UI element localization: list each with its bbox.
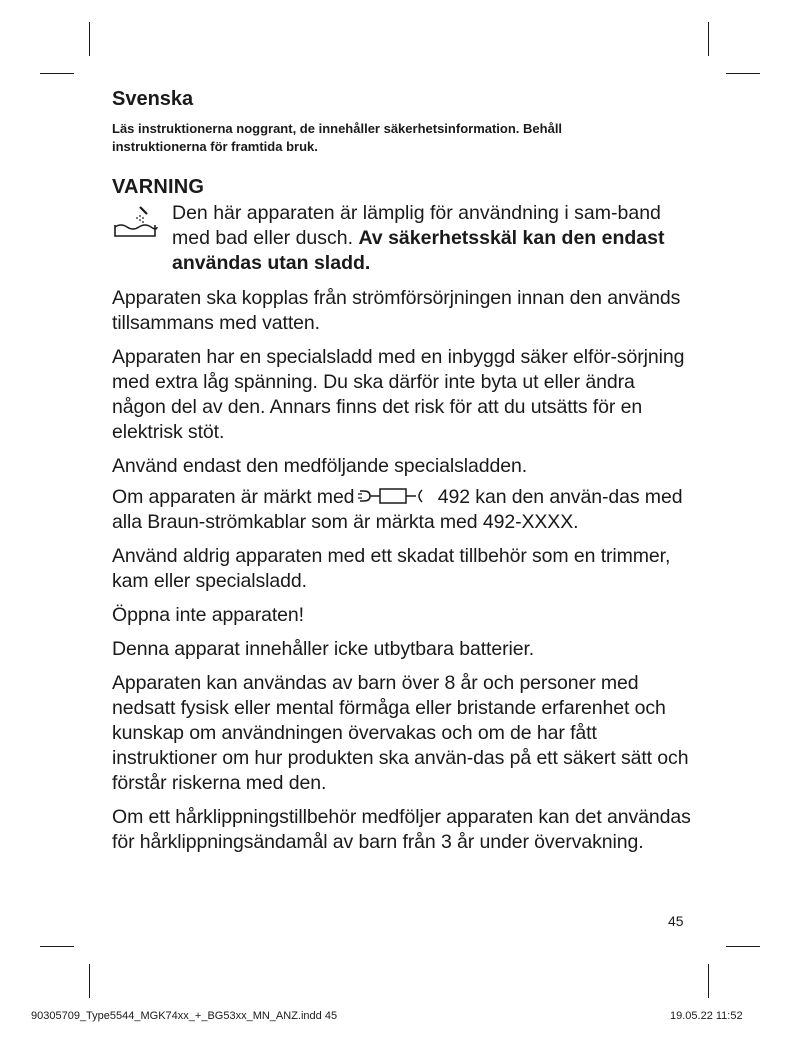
crop-mark	[89, 22, 90, 56]
marking-paragraph	[112, 485, 692, 535]
paragraph: Apparaten kan användas av barn över 8 år och personer med nedsatt fysisk eller mental förmåga eller bristande erfarenhet och kunskap om användningen övervakas och om de har fått instruktioner om hur produkten ska använ-das på ett säkert sätt och förstår riskerna med den.	[112, 672, 689, 794]
warning-heading: VARNING	[112, 176, 205, 198]
warning-text-normal: Den här apparaten är lämplig för användning i sam-band med bad eller dusch.	[172, 202, 661, 249]
crop-mark	[726, 73, 760, 74]
intro-text: Läs instruktionerna noggrant, de innehåller säkerhetsinformation. Behåll instruktionerna för framtida bruk.	[112, 121, 563, 154]
footer-timestamp: 19.05.22 11:52	[670, 1010, 743, 1022]
paragraph: Apparaten ska kopplas från strömförsörjningen innan den används tillsammans med vatten.	[112, 287, 681, 334]
paragraph: Om ett hårklippningstillbehör medföljer apparaten kan det användas för hårklippningsändamål av barn från 3 år under övervakning.	[112, 806, 691, 853]
paragraph: Använd aldrig apparaten med ett skadat tillbehör som en trimmer, kam eller specialsladd.	[112, 545, 671, 592]
crop-mark	[89, 964, 90, 998]
page-title: Svenska	[112, 88, 194, 110]
warning-block	[112, 201, 692, 276]
paragraph: Apparaten har en specialsladd med en inbyggd säker elför-sörjning med extra låg spänning. Du ska därför inte byta ut eller ändra någon del av den. Annars finns det risk för att du utsätts för en elektrisk stöt.	[112, 346, 685, 443]
paragraph: Öppna inte apparaten!	[112, 604, 304, 626]
page-number: 45	[668, 913, 684, 929]
crop-mark	[708, 964, 709, 998]
bath-shower-icon	[112, 205, 158, 239]
paragraph: Använd endast den medföljande specialsladden.	[112, 455, 528, 477]
page-content	[112, 88, 692, 864]
crop-mark	[40, 73, 74, 74]
marking-text-before: Om apparaten är märkt med	[112, 486, 355, 508]
warning-text-bold: Av säkerhetsskäl kan den endast användas utan sladd.	[172, 227, 665, 274]
plug-cable-icon	[358, 487, 430, 505]
crop-mark	[40, 946, 74, 947]
crop-mark	[726, 946, 760, 947]
marking-text-after: 492 kan den använ-das med alla Braun-strömkablar som är märkta med 492-XXXX.	[112, 486, 683, 533]
footer-filename: 90305709_Type5544_MGK74xx_+_BG53xx_MN_ANZ.indd 45	[31, 1010, 338, 1022]
warning-text	[172, 201, 692, 276]
paragraph: Denna apparat innehåller icke utbytbara batterier.	[112, 638, 535, 660]
crop-mark	[708, 22, 709, 56]
